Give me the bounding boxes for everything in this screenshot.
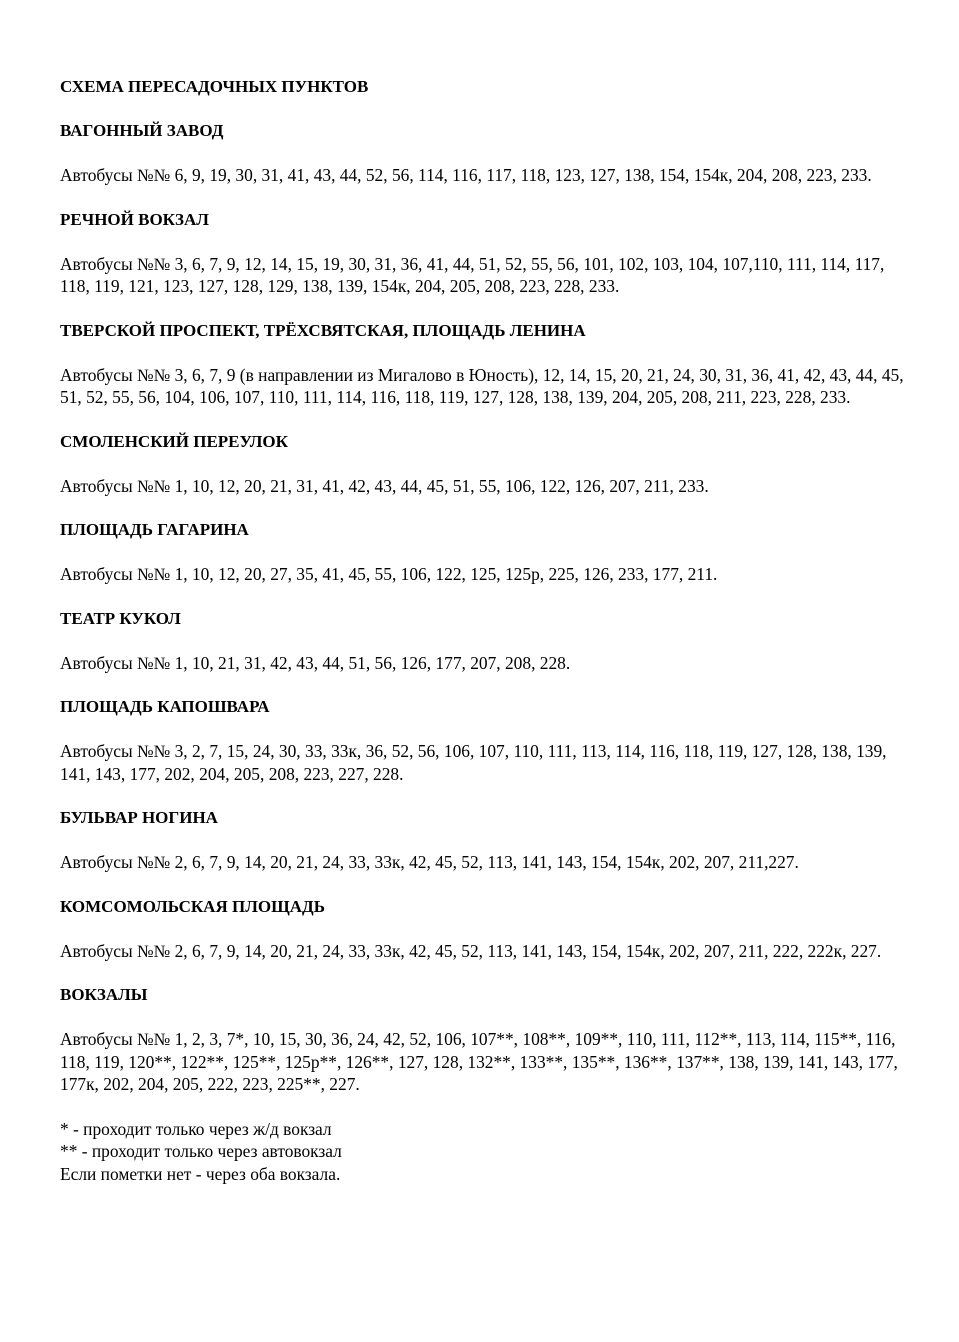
section-heading: СМОЛЕНСКИЙ ПЕРЕУЛОК bbox=[60, 431, 288, 451]
section-heading: КОМСОМОЛЬСКАЯ ПЛОЩАДЬ bbox=[60, 896, 325, 916]
section-heading: БУЛЬВАР НОГИНА bbox=[60, 808, 218, 827]
document bbox=[60, 76, 910, 1185]
section-bulvar-nogina bbox=[60, 807, 910, 874]
bus-routes-text: Автобусы №№ 3, 6, 7, 9 (в направлении из Мигалово в Юность), 12, 14, 15, 20, 21, 24, 30, 31, 36, 41, 42, 43, 44, 45, 51, 52, 55, 56, 104, 106, 107, 110, 111, 114, 116, 118, 119, 127, 128, 138, 139, 204, 205, 208, 211, 223, 228, 233. bbox=[60, 364, 904, 407]
section-heading: РЕЧНОЙ ВОКЗАЛ bbox=[60, 209, 209, 229]
section-heading: ТЕАТР КУКОЛ bbox=[60, 608, 181, 628]
bus-routes-text: Автобусы №№ 6, 9, 19, 30, 31, 41, 43, 44, 52, 56, 114, 116, 117, 118, 123, 127, 138, 154, 154к, 204, 208, 223, 233. bbox=[60, 165, 872, 185]
section-heading: ВАГОННЫЙ ЗАВОД bbox=[60, 121, 224, 140]
section-heading: ТВЕРСКОЙ ПРОСПЕКТ, ТРЁХСВЯТСКАЯ, ПЛОЩАДЬ ЛЕНИНА bbox=[60, 320, 586, 340]
section-ploshchad-gagarina bbox=[60, 519, 910, 586]
page-title: СХЕМА ПЕРЕСАДОЧНЫХ ПУНКТОВ bbox=[60, 77, 369, 96]
bus-routes-text: Автобусы №№ 1, 2, 3, 7*, 10, 15, 30, 36, 24, 42, 52, 106, 107**, 108**, 109**, 110, 111, 112**, 113, 114, 115**, 116, 118, 119, 120**, 122**, 125**, 125р**, 126**, 127, 128, 132**, 133**, 135**, 136**, 137**, 138, 139, 141, 143, 177, 177к, 202, 204, 205, 222, 223, 225**, 227. bbox=[60, 1029, 898, 1094]
section-vokzaly bbox=[60, 984, 910, 1096]
section-teatr-kukol bbox=[60, 608, 910, 675]
section-komsomolskaya-ploshchad bbox=[60, 896, 910, 963]
section-tverskoy-prospekt bbox=[60, 320, 910, 409]
section-vagonny-zavod bbox=[60, 120, 910, 187]
section-rechnoy-vokzal bbox=[60, 209, 910, 298]
footnote-bus-station: ** - проходит только через автовокзал bbox=[60, 1141, 342, 1161]
footnote-both-stations: Если пометки нет - через оба вокзала. bbox=[60, 1163, 341, 1184]
footnotes bbox=[60, 1118, 910, 1186]
bus-routes-text: Автобусы №№ 1, 10, 12, 20, 21, 31, 41, 42, 43, 44, 45, 51, 55, 106, 122, 126, 207, 211, 233. bbox=[60, 475, 709, 496]
bus-routes-text: Автобусы №№ 1, 10, 12, 20, 27, 35, 41, 45, 55, 106, 122, 125, 125р, 225, 126, 233, 177, 211. bbox=[60, 564, 718, 584]
section-ploshchad-kaposhvara bbox=[60, 696, 910, 785]
section-heading: ПЛОЩАДЬ КАПОШВАРА bbox=[60, 697, 270, 716]
bus-routes-text: Автобусы №№ 2, 6, 7, 9, 14, 20, 21, 24, 33, 33к, 42, 45, 52, 113, 141, 143, 154, 154к, 202, 207, 211, 222, 222к, 227. bbox=[60, 940, 882, 961]
bus-routes-text: Автобусы №№ 2, 6, 7, 9, 14, 20, 21, 24, 33, 33к, 42, 45, 52, 113, 141, 143, 154, 154к, 202, 207, 211,227. bbox=[60, 852, 799, 872]
section-heading: ВОКЗАЛЫ bbox=[60, 985, 148, 1004]
bus-routes-text: Автобусы №№ 3, 2, 7, 15, 24, 30, 33, 33к, 36, 52, 56, 106, 107, 110, 111, 113, 114, 116, 118, 119, 127, 128, 138, 139, 141, 143, 177, 202, 204, 205, 208, 223, 227, 228. bbox=[60, 741, 887, 784]
bus-routes-text: Автобусы №№ 3, 6, 7, 9, 12, 14, 15, 19, 30, 31, 36, 41, 44, 51, 52, 55, 56, 101, 102, 103, 104, 107,110, 111, 114, 117, 118, 119, 121, 123, 127, 128, 129, 138, 139, 154к, 204, 205, 208, 223, 228, 233. bbox=[60, 253, 885, 296]
section-smolensky-pereulok bbox=[60, 431, 910, 498]
bus-routes-text: Автобусы №№ 1, 10, 21, 31, 42, 43, 44, 51, 56, 126, 177, 207, 208, 228. bbox=[60, 652, 571, 673]
footnote-railway-station: * - проходит только через ж/д вокзал bbox=[60, 1118, 332, 1139]
section-heading: ПЛОЩАДЬ ГАГАРИНА bbox=[60, 520, 249, 539]
